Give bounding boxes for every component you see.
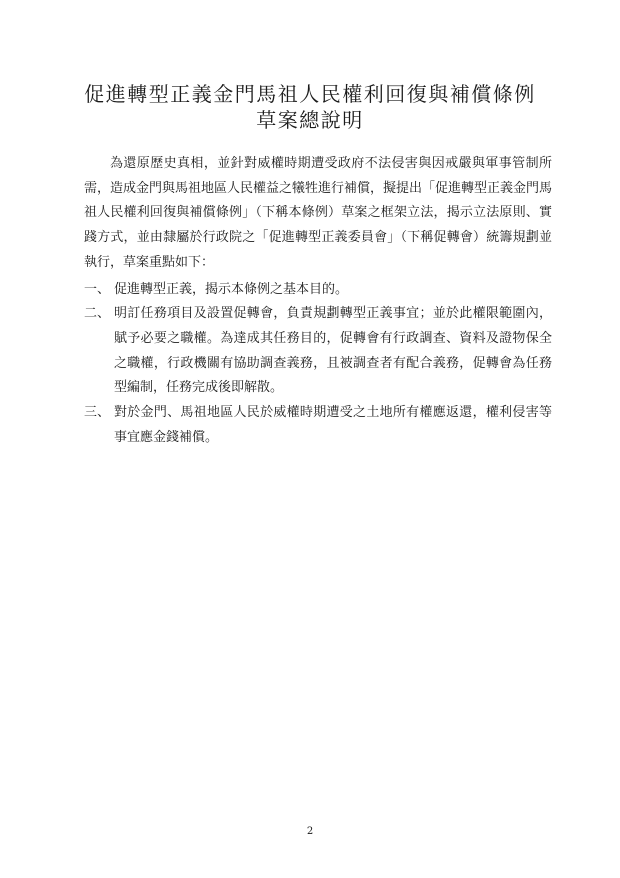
intro-paragraph: 為還原歷史真相，並針對威權時期遭受政府不法侵害與因戒嚴與軍事管制所需，造成金門與馬祖地區人民權益之犧牲進行補償，擬提出「促進轉型正義金門馬祖人民權利回復與補償條例」（下稱本條例）草案之框架立法，揭示立法原則、實踐方式，並由隸屬於行政院之「促進轉型正義委員會」（下稱促轉會）統籌規劃並執行，草案重點如下：: [84, 156, 553, 270]
list-item: [84, 401, 552, 450]
list-item: [84, 278, 552, 303]
document-subtitle: 草案總說明: [256, 108, 364, 132]
list-item-text: 促進轉型正義，揭示本條例之基本目的。: [114, 281, 349, 297]
list-item: [84, 302, 552, 401]
list-item-number: 一、: [84, 281, 111, 297]
list-item-number: 三、: [84, 405, 111, 421]
list-item-number: 二、: [84, 306, 111, 322]
list-item-text: 對於金門、馬祖地區人民於威權時期遭受之土地所有權應返還，權利侵害等事宜應金錢補償。: [114, 405, 552, 445]
document-title: 促進轉型正義金門馬祖人民權利回復與補償條例: [84, 82, 536, 106]
list-item-text: 明訂任務項目及設置促轉會，負責規劃轉型正義事宜；並於此權限範圍內，賦予必要之職權。為達成其任務目的，促轉會有行政調查、資料及證物保全之職權，行政機關有協助調查義務，且被調查者有配合義務，促轉會為任務型編制，任務完成後即解散。: [114, 306, 552, 396]
page-number: 2: [306, 826, 314, 837]
document-body: [84, 152, 552, 450]
